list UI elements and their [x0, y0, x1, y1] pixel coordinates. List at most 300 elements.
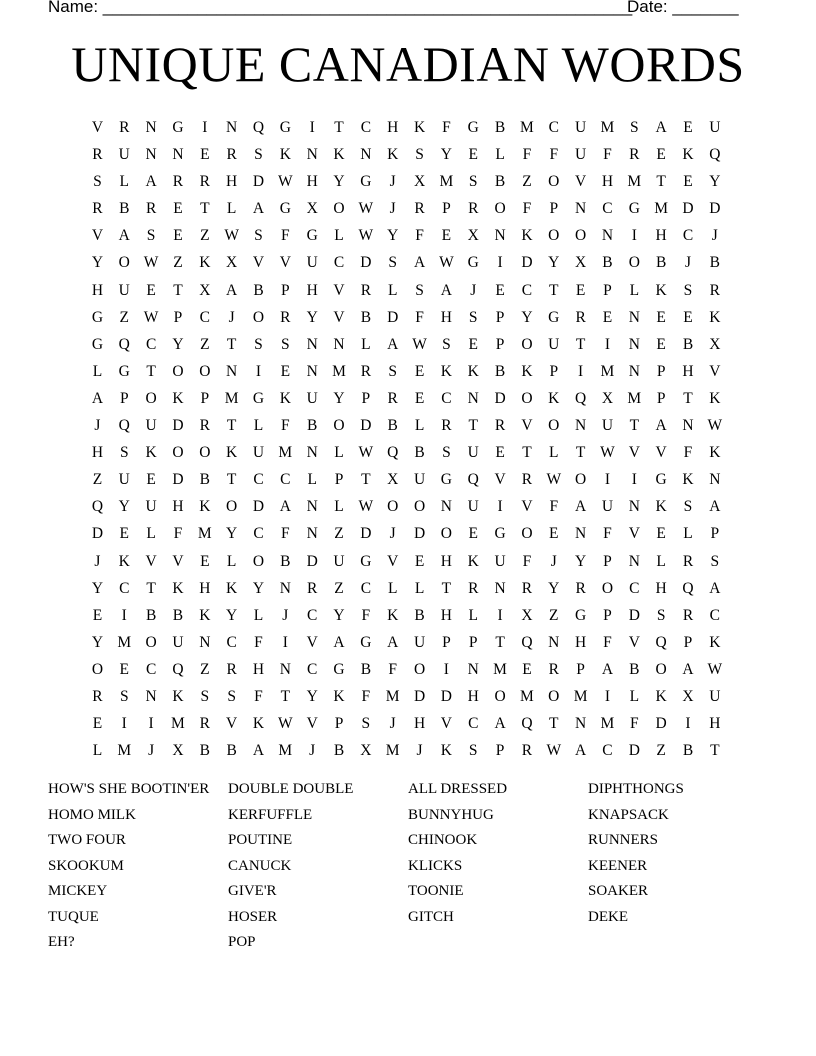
grid-letter: U — [118, 281, 130, 299]
grid-letter: Z — [92, 471, 103, 489]
grid-letter: S — [361, 715, 371, 733]
grid-letter: I — [685, 715, 691, 733]
grid-letter: T — [146, 579, 156, 597]
grid-letter: V — [521, 417, 533, 435]
grid-letter: N — [548, 633, 560, 651]
grid-letter: T — [683, 389, 693, 407]
grid-letter: L — [468, 606, 478, 624]
grid-letter: J — [470, 281, 477, 299]
grid-letter: F — [173, 525, 183, 543]
grid-letter: Z — [200, 227, 210, 245]
grid-letter: T — [280, 687, 291, 705]
grid-letter: X — [360, 742, 372, 760]
grid-letter: C — [602, 200, 613, 218]
grid-letter: H — [440, 552, 452, 570]
grid-letter: W — [600, 444, 615, 462]
grid-letter: C — [253, 471, 264, 489]
grid-letter: N — [145, 146, 157, 164]
grid-letter: E — [119, 525, 129, 543]
grid-letter: F — [361, 606, 371, 624]
grid-letter: B — [494, 119, 506, 136]
grid-letter: N — [494, 579, 506, 597]
grid-letter: N — [628, 335, 640, 353]
grid-letter: S — [254, 146, 263, 164]
grid-letter: U — [306, 254, 318, 272]
grid-letter: O — [199, 362, 211, 380]
grid-letter: Y — [252, 579, 265, 597]
grid-letter: M — [573, 687, 588, 705]
grid-letter: H — [199, 579, 211, 597]
grid-letter: L — [361, 335, 371, 353]
grid-letter: R — [145, 200, 157, 218]
grid-letter: B — [119, 200, 130, 218]
name-field: Name: ________________________________________________________ — [48, 0, 633, 16]
grid-letter: P — [603, 281, 612, 299]
grid-letter: M — [493, 660, 507, 678]
grid-letter: C — [253, 525, 264, 543]
grid-letter: R — [280, 308, 291, 326]
grid-letter: M — [278, 444, 293, 462]
grid-letter: Y — [548, 579, 560, 597]
grid-letter: D — [360, 525, 372, 543]
grid-letter: M — [520, 687, 534, 705]
grid-letter: W — [143, 308, 159, 326]
grid-letter: N — [306, 362, 318, 380]
grid-letter: I — [631, 227, 637, 245]
grid-letter: Y — [521, 308, 533, 326]
word-list-item: EH? — [48, 934, 75, 950]
grid-letter: T — [200, 200, 210, 218]
grid-letter: O — [494, 200, 506, 218]
grid-letter: Y — [333, 606, 345, 624]
grid-letter: Y — [387, 227, 399, 245]
grid-letter: C — [709, 606, 720, 624]
grid-letter: C — [468, 715, 479, 733]
grid-letter: X — [521, 606, 533, 624]
grid-letter: L — [253, 417, 264, 435]
grid-letter: E — [575, 281, 586, 299]
grid-letter: V — [628, 525, 640, 543]
grid-letter: E — [656, 335, 666, 353]
grid-letter: A — [494, 715, 506, 733]
word-list-item: TWO FOUR — [48, 832, 126, 848]
grid-letter: H — [306, 173, 318, 191]
grid-letter: E — [495, 444, 505, 462]
grid-letter: E — [683, 173, 693, 191]
grid-letter: G — [467, 119, 479, 136]
grid-letter: O — [145, 389, 157, 407]
grid-letter: H — [682, 362, 694, 380]
word-list-item: SOAKER — [588, 883, 649, 899]
grid-letter: E — [280, 362, 291, 380]
grid-letter: G — [306, 227, 318, 245]
grid-letter: N — [306, 335, 318, 353]
grid-letter: W — [412, 335, 427, 353]
grid-letter: D — [628, 606, 640, 624]
grid-letter: H — [601, 173, 614, 191]
grid-letter: S — [656, 606, 666, 624]
grid-letter: M — [117, 742, 132, 760]
grid-letter: D — [360, 254, 372, 272]
grid-letter: M — [600, 362, 615, 380]
grid-letter: Y — [226, 606, 238, 624]
grid-letter: V — [226, 715, 238, 733]
grid-letter: Q — [709, 146, 721, 164]
grid-letter: K — [655, 498, 667, 516]
grid-letter: K — [467, 552, 479, 570]
grid-letter: M — [600, 119, 615, 136]
grid-letter: N — [306, 146, 318, 164]
grid-letter: Y — [440, 146, 452, 164]
grid-letter: D — [413, 687, 426, 705]
grid-letter: K — [226, 579, 238, 597]
grid-letter: I — [121, 715, 127, 733]
grid-letter: N — [226, 119, 238, 136]
grid-letter: M — [520, 119, 534, 136]
grid-letter: R — [468, 579, 479, 597]
grid-letter: C — [199, 308, 210, 326]
grid-letter: Q — [467, 471, 479, 489]
grid-letter: X — [226, 254, 238, 272]
grid-letter: D — [172, 471, 184, 489]
grid-letter: K — [467, 362, 479, 380]
grid-letter: K — [521, 362, 533, 380]
grid-letter: G — [575, 606, 587, 624]
grid-letter: S — [227, 687, 236, 705]
grid-letter: V — [709, 362, 721, 380]
grid-letter: T — [495, 633, 505, 651]
grid-letter: F — [522, 552, 532, 570]
grid-letter: T — [226, 417, 237, 435]
grid-letter: S — [388, 362, 398, 380]
grid-letter: I — [578, 362, 584, 380]
grid-letter: L — [307, 471, 317, 489]
grid-letter: B — [494, 173, 506, 191]
grid-letter: T — [710, 742, 720, 760]
grid-letter: R — [360, 362, 372, 380]
grid-letter: J — [148, 742, 155, 760]
grid-letter: K — [682, 471, 694, 489]
grid-letter: O — [548, 417, 560, 435]
grid-letter: G — [494, 525, 506, 543]
grid-letter: E — [683, 308, 693, 326]
grid-letter: N — [145, 119, 157, 136]
grid-letter: G — [333, 660, 345, 678]
grid-letter: O — [91, 660, 104, 678]
grid-letter: L — [226, 552, 237, 570]
grid-letter: R — [199, 417, 210, 435]
grid-letter: N — [575, 525, 587, 543]
grid-letter: O — [440, 525, 452, 543]
grid-letter: P — [495, 335, 505, 353]
grid-letter: Q — [118, 417, 130, 435]
grid-letter: H — [252, 660, 265, 678]
grid-letter: K — [709, 444, 721, 462]
grid-letter: R — [92, 687, 103, 705]
grid-letter: A — [575, 742, 587, 760]
word-list-item: MICKEY — [48, 883, 108, 899]
grid-letter: R — [521, 579, 533, 597]
word-list-item: TUQUE — [48, 908, 99, 925]
grid-letter: N — [360, 146, 372, 164]
grid-letter: R — [521, 471, 533, 489]
grid-letter: U — [494, 552, 506, 570]
grid-letter: C — [360, 119, 372, 136]
grid-letter: C — [307, 660, 318, 678]
grid-letter: E — [549, 525, 559, 543]
grid-letter: J — [389, 200, 396, 218]
grid-letter: R — [682, 552, 694, 570]
grid-letter: L — [387, 281, 398, 299]
grid-letter: D — [521, 254, 533, 272]
page-title: UNIQUE CANADIAN WORDS — [71, 36, 745, 92]
grid-letter: M — [654, 200, 669, 218]
grid-letter: F — [522, 146, 532, 164]
grid-letter: O — [575, 471, 587, 489]
grid-letter: O — [199, 444, 211, 462]
grid-letter: N — [628, 552, 640, 570]
word-list-item: KERFUFFLE — [228, 806, 313, 823]
grid-letter: I — [202, 119, 208, 136]
grid-letter: D — [709, 200, 721, 218]
grid-letter: I — [497, 254, 503, 272]
grid-letter: U — [252, 444, 265, 462]
grid-letter: E — [92, 606, 103, 624]
grid-letter: A — [575, 498, 587, 516]
grid-letter: O — [548, 173, 560, 191]
grid-letter: O — [145, 633, 157, 651]
grid-letter: X — [575, 254, 587, 272]
grid-letter: X — [682, 687, 694, 705]
grid-letter: N — [628, 308, 640, 326]
grid-letter: T — [656, 173, 666, 191]
grid-letter: S — [468, 173, 478, 191]
grid-letter: J — [94, 552, 101, 570]
grid-letter: N — [575, 715, 587, 733]
grid-letter: Y — [91, 633, 104, 651]
grid-letter: I — [255, 362, 262, 380]
grid-letter: N — [709, 471, 721, 489]
grid-letter: I — [604, 471, 611, 489]
grid-letter: X — [467, 227, 479, 245]
grid-letter: E — [173, 200, 183, 218]
grid-letter: B — [655, 254, 667, 272]
grid-letter: R — [575, 579, 586, 597]
grid-letter: B — [333, 742, 345, 760]
grid-letter: T — [441, 579, 452, 597]
grid-letter: R — [468, 200, 479, 218]
grid-letter: F — [281, 227, 290, 245]
grid-letter: G — [279, 200, 291, 218]
grid-letter: N — [306, 444, 318, 462]
grid-letter: S — [281, 335, 290, 353]
grid-letter: E — [146, 471, 156, 489]
grid-letter: T — [146, 362, 156, 380]
grid-letter: E — [468, 146, 478, 164]
grid-letter: K — [172, 687, 184, 705]
grid-letter: B — [629, 660, 640, 678]
grid-letter: B — [709, 254, 720, 272]
grid-letter: N — [601, 227, 614, 245]
grid-letter: K — [440, 362, 452, 380]
grid-letter: P — [361, 389, 371, 407]
grid-letter: A — [279, 498, 291, 516]
grid-letter: G — [655, 471, 667, 489]
grid-letter: D — [413, 525, 426, 543]
grid-letter: O — [252, 308, 265, 326]
grid-letter: A — [387, 335, 399, 353]
grid-letter: W — [546, 742, 562, 760]
grid-letter: O — [548, 687, 560, 705]
grid-letter: V — [333, 308, 345, 326]
grid-letter: U — [575, 119, 587, 136]
grid-letter: J — [94, 417, 101, 435]
grid-letter: K — [172, 389, 184, 407]
grid-letter: H — [467, 687, 479, 705]
grid-letter: L — [334, 498, 344, 516]
grid-letter: R — [494, 417, 506, 435]
grid-letter: U — [548, 335, 560, 353]
grid-letter: Q — [655, 633, 667, 651]
grid-letter: D — [682, 200, 694, 218]
grid-letter: P — [710, 525, 720, 543]
grid-letter: B — [253, 281, 264, 299]
grid-letter: W — [358, 200, 374, 218]
grid-letter: E — [200, 146, 210, 164]
grid-letter: S — [200, 687, 210, 705]
grid-letter: N — [172, 146, 184, 164]
grid-letter: R — [226, 146, 237, 164]
grid-letter: A — [682, 660, 694, 678]
grid-letter: G — [440, 471, 452, 489]
grid-letter: Q — [682, 579, 694, 597]
grid-letter: N — [467, 660, 479, 678]
grid-letter: J — [389, 525, 396, 543]
grid-letter: N — [226, 362, 238, 380]
grid-letter: S — [388, 254, 398, 272]
grid-letter: R — [360, 281, 372, 299]
word-list-item: SKOOKUM — [48, 857, 124, 874]
grid-letter: K — [709, 389, 721, 407]
grid-letter: X — [387, 471, 399, 489]
grid-letter: P — [173, 308, 183, 326]
grid-letter: Z — [200, 660, 210, 678]
grid-letter: A — [145, 173, 157, 191]
grid-letter: W — [546, 471, 562, 489]
grid-letter: O — [521, 389, 533, 407]
grid-letter: K — [145, 444, 157, 462]
word-list-item: TOONIE — [408, 883, 464, 899]
grid-letter: E — [656, 308, 666, 326]
grid-letter: C — [226, 633, 237, 651]
grid-letter: U — [601, 498, 614, 516]
grid-letter: L — [146, 525, 156, 543]
grid-letter: J — [711, 227, 718, 245]
grid-letter: P — [576, 660, 585, 678]
grid-letter: X — [709, 335, 721, 353]
grid-letter: A — [333, 633, 345, 651]
grid-letter: O — [333, 417, 345, 435]
grid-letter: R — [548, 660, 559, 678]
grid-letter: L — [334, 444, 344, 462]
grid-letter: S — [468, 742, 478, 760]
grid-letter: J — [684, 254, 691, 272]
grid-letter: Q — [521, 633, 533, 651]
word-list-item: GITCH — [408, 908, 454, 925]
word-list-item: BUNNYHUG — [408, 806, 494, 823]
grid-letter: L — [253, 606, 264, 624]
grid-letter: B — [494, 362, 506, 380]
grid-letter: S — [254, 335, 263, 353]
grid-letter: P — [442, 633, 451, 651]
grid-letter: N — [628, 498, 640, 516]
grid-letter: B — [199, 742, 210, 760]
grid-letter: G — [91, 335, 104, 353]
grid-letter: K — [413, 119, 426, 136]
grid-letter: S — [146, 227, 156, 245]
grid-letter: F — [629, 715, 639, 733]
grid-letter: V — [91, 119, 104, 136]
grid-letter: A — [413, 254, 426, 272]
grid-letter: C — [307, 606, 318, 624]
grid-letter: H — [709, 715, 721, 733]
grid-letter: U — [333, 552, 345, 570]
grid-letter: V — [387, 552, 399, 570]
grid-letter: N — [494, 227, 506, 245]
grid-letter: K — [440, 742, 452, 760]
grid-letter: P — [495, 742, 505, 760]
grid-letter: V — [655, 444, 667, 462]
grid-letter: K — [279, 389, 291, 407]
grid-letter: B — [360, 308, 372, 326]
grid-letter: V — [521, 498, 533, 516]
grid-letter: R — [709, 281, 720, 299]
grid-letter: A — [252, 742, 265, 760]
grid-letter: I — [282, 633, 288, 651]
grid-letter: U — [467, 444, 479, 462]
grid-letter: T — [575, 335, 586, 353]
grid-letter: P — [281, 281, 290, 299]
grid-letter: G — [360, 552, 372, 570]
grid-letter: U — [118, 471, 130, 489]
grid-letter: K — [279, 146, 291, 164]
letter-grid — [84, 114, 728, 764]
grid-letter: T — [549, 715, 559, 733]
grid-letter: H — [655, 579, 667, 597]
grid-letter: T — [361, 471, 371, 489]
grid-letter: R — [629, 146, 640, 164]
grid-letter: S — [629, 119, 639, 136]
grid-letter: O — [494, 687, 506, 705]
word-list-item: KLICKS — [408, 857, 463, 874]
grid-letter: Y — [118, 498, 130, 516]
grid-letter: E — [656, 146, 666, 164]
grid-letter: Y — [333, 389, 345, 407]
grid-letter: U — [575, 146, 587, 164]
grid-letter: S — [93, 173, 102, 191]
grid-letter: K — [226, 444, 238, 462]
grid-letter: L — [334, 227, 344, 245]
grid-letter: B — [280, 552, 291, 570]
grid-letter: I — [604, 335, 611, 353]
grid-letter: A — [440, 281, 452, 299]
grid-letter: N — [199, 633, 211, 651]
grid-letter: X — [306, 200, 318, 218]
grid-letter: E — [602, 308, 613, 326]
grid-letter: U — [145, 417, 157, 435]
grid-letter: J — [416, 742, 423, 760]
grid-letter: A — [601, 660, 614, 678]
